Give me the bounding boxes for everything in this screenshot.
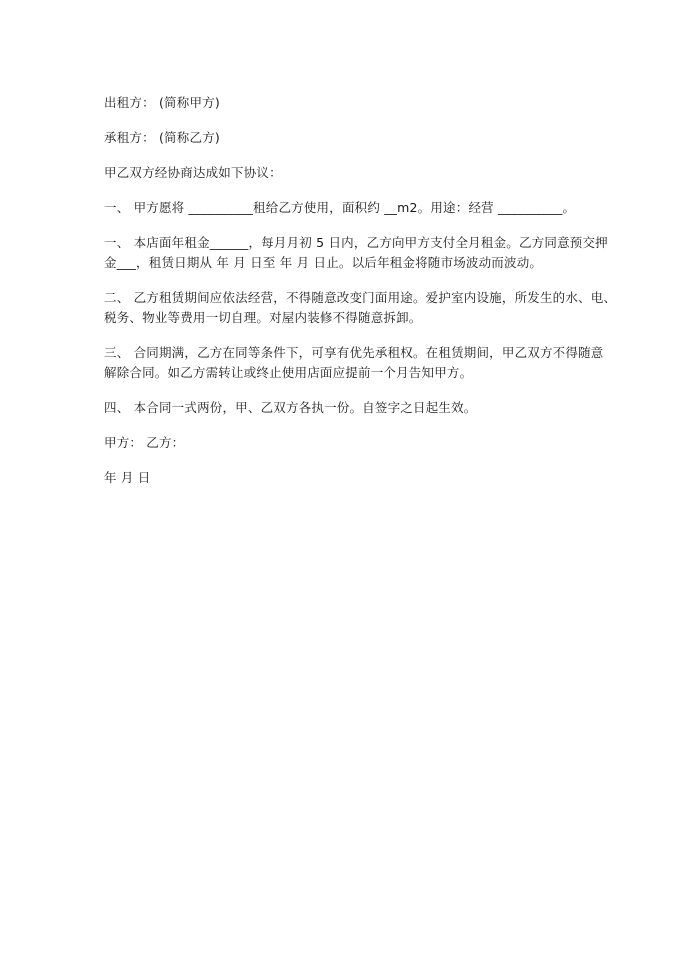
date-line: 年 月 日 — [104, 470, 151, 485]
lessee-line: 承租方： (简称乙方) — [104, 130, 220, 145]
clause-4-line-2: 解除合同。如乙方需转让或终止使用店面应提前一个月告知甲方。 — [104, 365, 473, 380]
signature-line: 甲方： 乙方： — [104, 435, 185, 450]
document-body — [104, 93, 617, 503]
clause-4 — [104, 343, 604, 383]
clause-4-line-1: 三、 合同期满，乙方在同等条件下，可享有优先承租权。在租赁期间，甲乙双方不得随意 — [104, 345, 604, 360]
clause-3 — [104, 288, 617, 328]
clause-5: 四、 本合同一式两份，甲、乙双方各执一份。自签字之日起生效。 — [104, 400, 477, 415]
clause-1: 一、 甲方愿将 __________租给乙方使用，面积约 __m2。用途：经营 __________。 — [104, 200, 576, 215]
clause-3-line-2: 税务、物业等费用一切自理。对屋内装修不得随意拆卸。 — [104, 310, 422, 325]
clause-3-line-1: 二、 乙方租赁期间应依法经营，不得随意改变门面用途。爱护室内设施，所发生的水、电、 — [104, 290, 617, 305]
clause-2-line-1: 一、 本店面年租金______，每月月初 5 日内，乙方向甲方支付全月租金。乙方同意预交押 — [104, 235, 608, 250]
clause-2-line-2: 金___，租赁日期从 年 月 日至 年 月 日止。以后年租金将随市场波动而波动。 — [104, 255, 543, 270]
clause-2 — [104, 233, 608, 273]
intro-line: 甲乙双方经协商达成如下协议： — [104, 165, 282, 180]
lessor-line: 出租方： (简称甲方) — [104, 95, 220, 110]
